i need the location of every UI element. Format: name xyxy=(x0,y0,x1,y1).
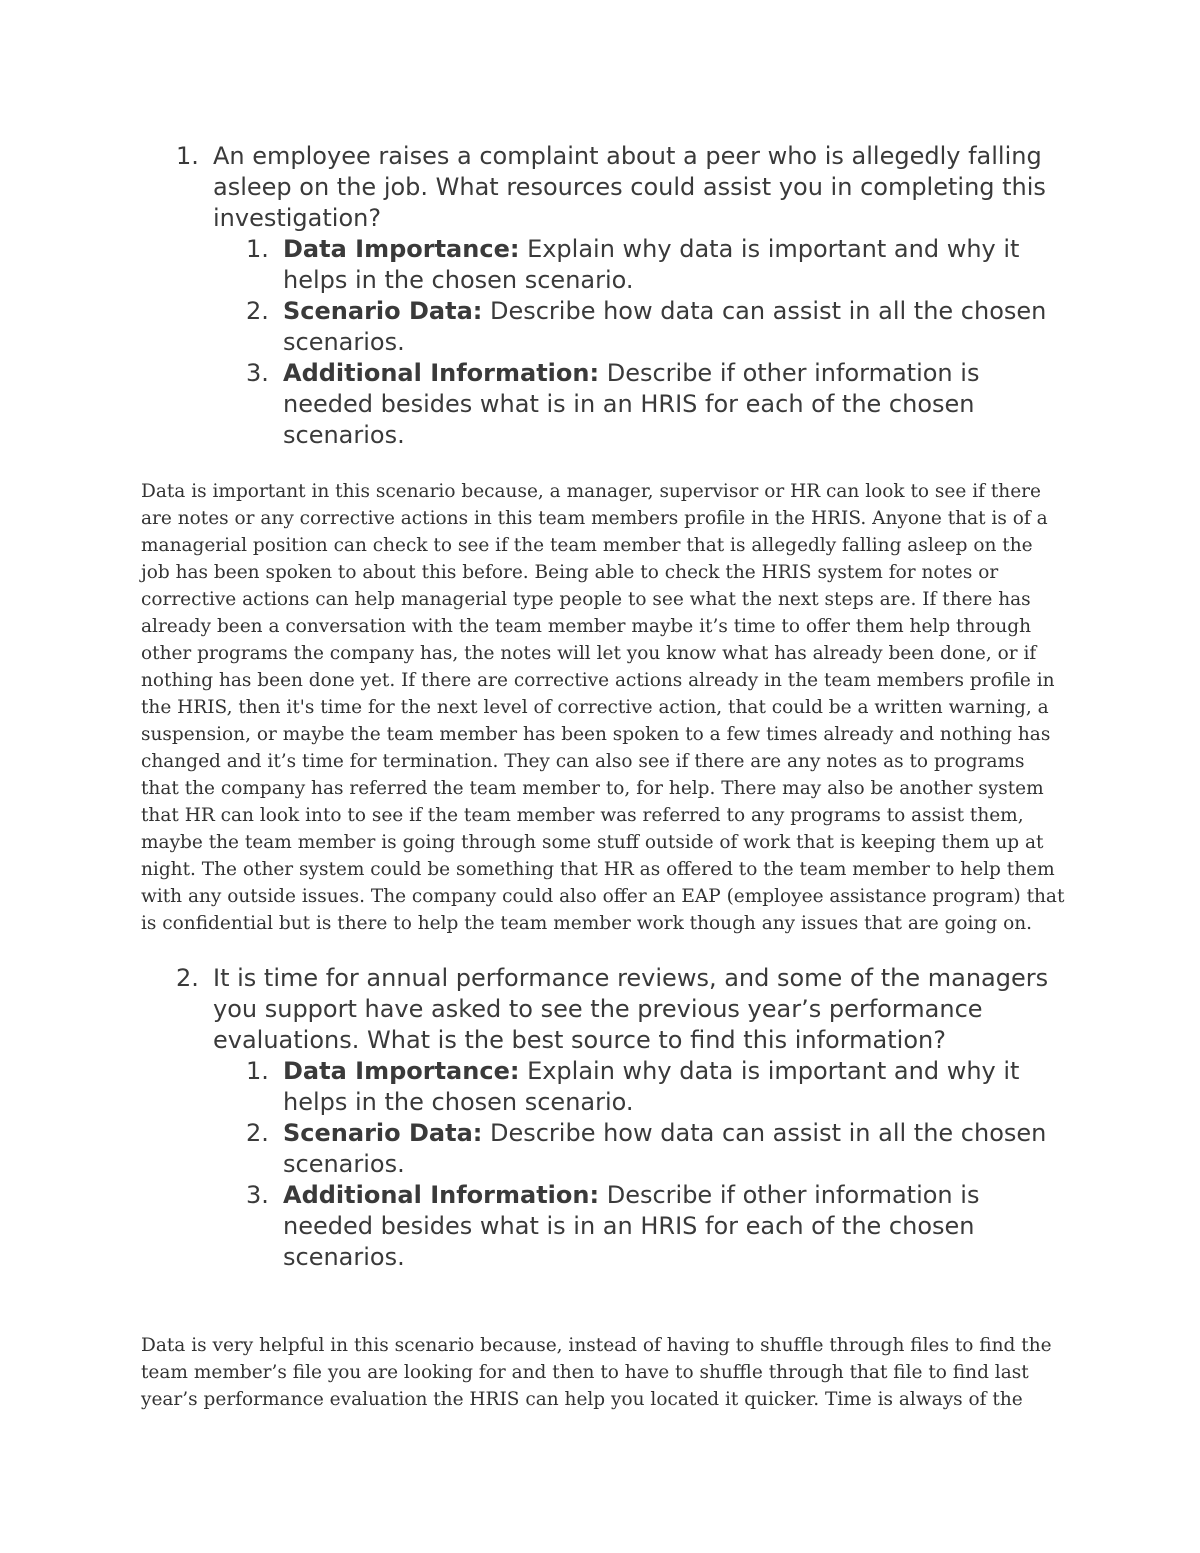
subitem-number: 2. xyxy=(246,297,269,325)
subitem-number: 1. xyxy=(246,235,269,263)
subitem-label: Scenario Data: xyxy=(283,297,483,325)
question-1-number: 1. xyxy=(176,142,199,170)
subitem-text: Explain why data is important and why it helps in the chosen scenario. xyxy=(283,235,1020,294)
question-1-sublist xyxy=(246,234,1076,451)
subitem-number: 3. xyxy=(246,1181,269,1209)
question-1-row xyxy=(176,141,1076,234)
question-1-subitem-2 xyxy=(246,296,1076,358)
answer-2-paragraph: Data is very helpful in this scenario because, instead of having to shuffle through files to find the team member’s file you are looking for and then to have to shuffle through that file to find last year’s performance evaluation the HRIS can help you located it quicker. Time is always of the xyxy=(141,1335,1052,1410)
subitem-text: Describe how data can assist in all the chosen scenarios. xyxy=(283,1119,1047,1178)
subitem-label: Scenario Data: xyxy=(283,1119,483,1147)
question-1-subitem-1 xyxy=(246,234,1076,296)
subitem-text: Describe how data can assist in all the chosen scenarios. xyxy=(283,297,1047,356)
question-2-subitem-2 xyxy=(246,1118,1076,1180)
subitem-label: Data Importance: xyxy=(283,235,520,263)
subitem-text: Describe if other information is needed besides what is in an HRIS for each of the chosen scenarios. xyxy=(283,359,980,449)
question-2-subitem-1 xyxy=(246,1056,1076,1118)
subitem-text: Describe if other information is needed besides what is in an HRIS for each of the chosen scenarios. xyxy=(283,1181,980,1271)
subitem-label: Additional Information: xyxy=(283,359,600,387)
question-2-number: 2. xyxy=(176,964,199,992)
question-2-subitem-3 xyxy=(246,1180,1076,1273)
subitem-label: Data Importance: xyxy=(283,1057,520,1085)
question-2-row xyxy=(176,963,1076,1056)
subitem-text: Explain why data is important and why it helps in the chosen scenario. xyxy=(283,1057,1020,1116)
question-1 xyxy=(176,141,1076,451)
answer-1-paragraph: Data is important in this scenario because, a manager, supervisor or HR can look to see if there are notes or any corrective actions in this team members profile in the HRIS. Anyone that is of a managerial position can check to see if the team member that is allegedly falling asleep on the job has been spoken to about this before. Being able to check the HRIS system for notes or corrective actions can help managerial type people to see what the next steps are. If there has already been a conversation with the team member maybe it’s time to offer them help through other programs the company has, the notes will let you know what has already been done, or if nothing has been done yet. If there are corrective actions already in the team members profile in the HRIS, then it's time for the next level of corrective action, that could be a written warning, a suspension, or maybe the team member has been spoken to a few times already and nothing has changed and it’s time for termination. They can also see if there are any notes as to programs that the company has referred the team member to, for help. There may also be another system that HR can look into to see if the team member was referred to any programs to assist them, maybe the team member is going through some stuff outside of work that is keeping them up at night. The other system could be something that HR as offered to the team member to help them with any outside issues. The company could also offer an EAP (employee assistance program) that is confidential but is there to help the team member work though any issues that are going on. xyxy=(141,481,1065,934)
subitem-number: 2. xyxy=(246,1119,269,1147)
subitem-label: Additional Information: xyxy=(283,1181,600,1209)
question-1-subitem-3 xyxy=(246,358,1076,451)
question-1-text: An employee raises a complaint about a peer who is allegedly falling asleep on the job. What resources could assist you in completing this investigation? xyxy=(213,142,1046,232)
subitem-number: 1. xyxy=(246,1057,269,1085)
question-2-text: It is time for annual performance reviews, and some of the managers you support have asked to see the previous year’s performance evaluations. What is the best source to find this information? xyxy=(213,964,1049,1054)
subitem-number: 3. xyxy=(246,359,269,387)
question-2-sublist xyxy=(246,1056,1076,1273)
question-2 xyxy=(176,963,1076,1273)
